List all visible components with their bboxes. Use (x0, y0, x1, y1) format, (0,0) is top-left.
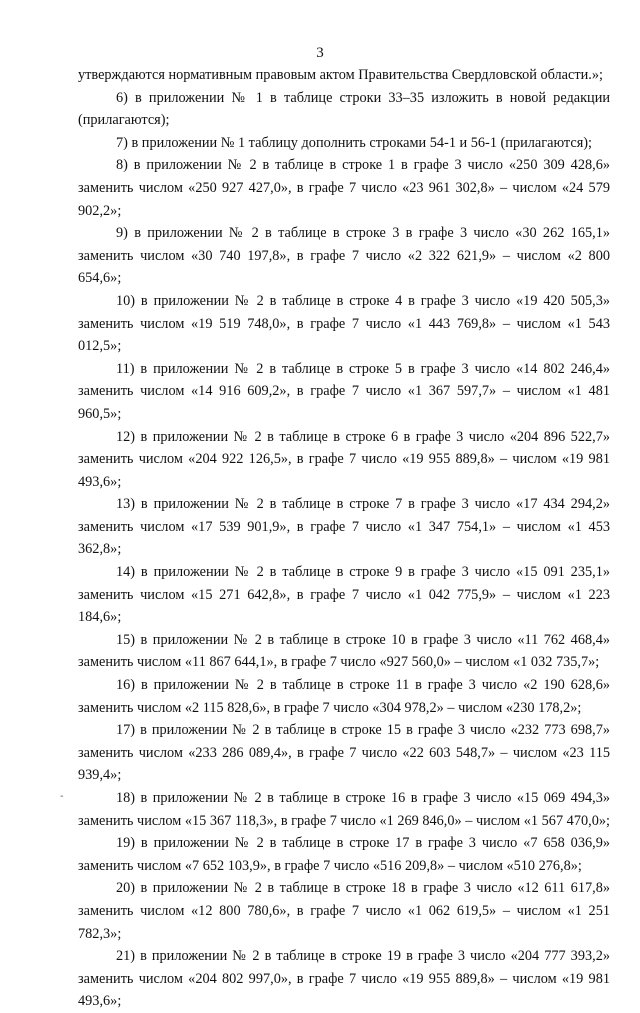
list-item-21: 21) в приложении № 2 в таблице в строке 19 в графе 3 число «204 777 393,2» заменить числом «204 802 997,0», в графе 7 число «19 955 889,8» – числом «19 981 493,6»; (78, 948, 610, 1010)
list-item-18: 18) в приложении № 2 в таблице в строке 16 в графе 3 число «15 069 494,3» заменить числом «15 367 118,3», в графе 7 число «1 269 846,0» – числом «1 567 470,0»; (78, 790, 610, 829)
list-item-8: 8) в приложении № 2 в таблице в строке 1 в графе 3 число «250 309 428,6» заменить числом «250 927 427,0», в графе 7 число «23 961 302,8» – числом «24 579 902,2»; (78, 157, 610, 219)
list-item-20: 20) в приложении № 2 в таблице в строке 18 в графе 3 число «12 611 617,8» заменить числом «12 800 780,6», в графе 7 число «1 062 619,5» – числом «1 251 782,3»; (78, 880, 610, 942)
paragraph-continuation: утверждаются нормативным правовым актом Правительства Свердловской области.»; (78, 67, 603, 83)
margin-mark: - (60, 791, 64, 802)
list-item-14: 14) в приложении № 2 в таблице в строке 9 в графе 3 число «15 091 235,1» заменить числом «15 271 642,8», в графе 7 число «1 042 775,9» – числом «1 223 184,6»; (78, 564, 610, 626)
list-item-6: 6) в приложении № 1 в таблице строки 33–35 изложить в новой редакции (прилагаются); (78, 89, 610, 129)
list-item-16: 16) в приложении № 2 в таблице в строке 11 в графе 3 число «2 190 628,6» заменить числом «2 115 828,6», в графе 7 число «304 978,2» – числом «230 178,2»; (78, 677, 610, 716)
list-item-12: 12) в приложении № 2 в таблице в строке 6 в графе 3 число «204 896 522,7» заменить числом «204 922 126,5», в графе 7 число «19 955 889,8» – числом «19 981 493,6»; (78, 428, 610, 490)
list-item-13: 13) в приложении № 2 в таблице в строке 7 в графе 3 число «17 434 294,2» заменить числом «17 539 901,9», в графе 7 число «1 347 754,1» – числом «1 453 362,8»; (78, 496, 610, 558)
list-item-19: 19) в приложении № 2 в таблице в строке 17 в графе 3 число «7 658 036,9» заменить числом «7 652 103,9», в графе 7 число «516 209,8» – числом «510 276,8»; (78, 835, 610, 874)
list-item-15: 15) в приложении № 2 в таблице в строке 10 в графе 3 число «11 762 468,4» заменить числом «11 867 644,1», в графе 7 число «927 560,0» – числом «1 032 735,7»; (78, 631, 610, 671)
list-item-7: 7) в приложении № 1 таблицу дополнить строками 54-1 и 56-1 (прилагаются); (116, 134, 593, 151)
list-item-10: 10) в приложении № 2 в таблице в строке 4 в графе 3 число «19 420 505,3» заменить числом «19 519 748,0», в графе 7 число «1 443 769,8» – числом «1 543 012,5»; (78, 292, 610, 355)
list-item-11: 11) в приложении № 2 в таблице в строке 5 в графе 3 число «14 802 246,4» заменить числом «14 916 609,2», в графе 7 число «1 367 597,7» – числом «1 481 960,5»; (78, 360, 610, 422)
list-item-17: 17) в приложении № 2 в таблице в строке 15 в графе 3 число «232 773 698,7» заменить числом «233 286 089,4», в графе 7 число «22 603 548,7» – числом «23 115 939,4»; (78, 722, 610, 784)
page-number: 3 (316, 45, 324, 61)
document-body (78, 64, 610, 1013)
list-item-9: 9) в приложении № 2 в таблице в строке 3 в графе 3 число «30 262 165,1» заменить числом «30 740 197,8», в графе 7 число «2 322 621,9» – числом «2 800 654,6»; (78, 225, 610, 287)
